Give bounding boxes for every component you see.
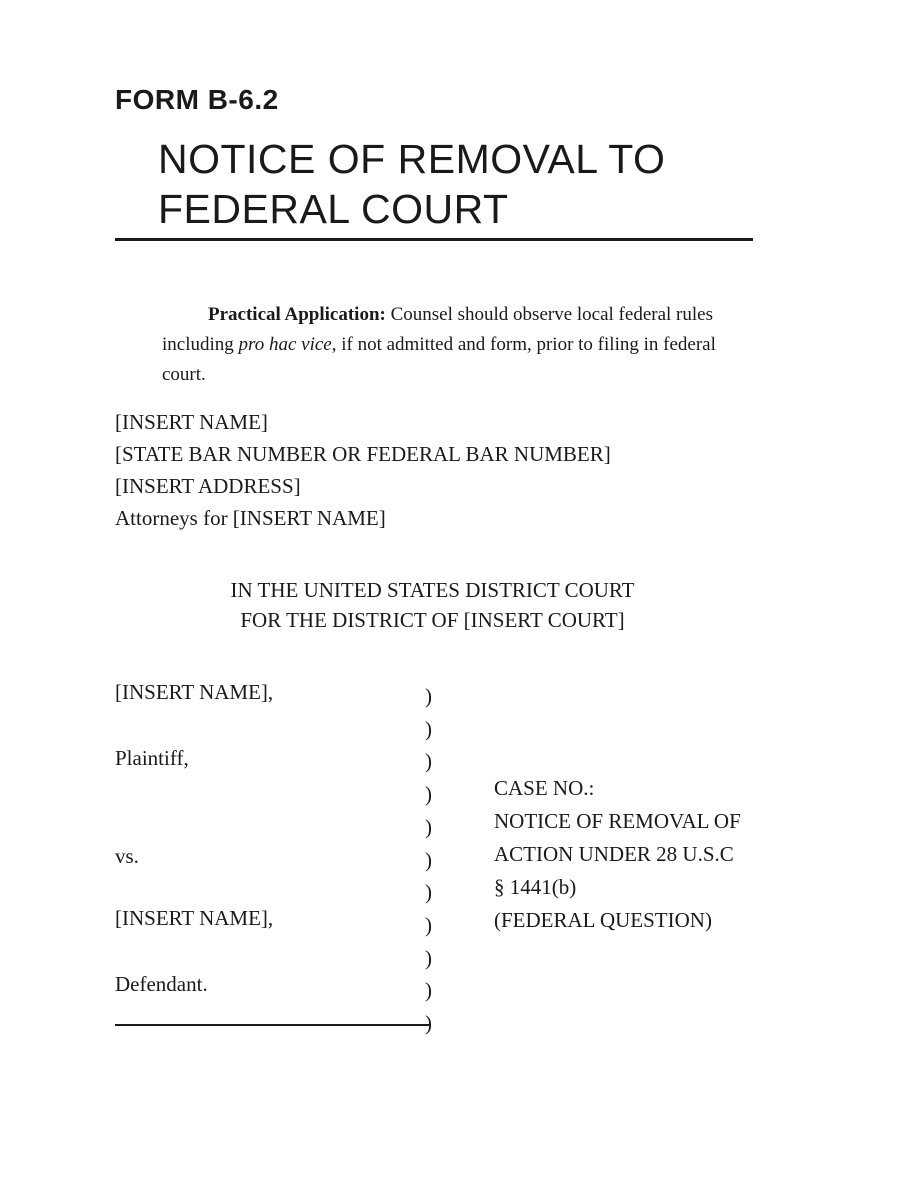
- title-line-2: FEDERAL COURT: [158, 186, 509, 232]
- title-divider: [115, 238, 753, 241]
- caption-paren: ): [425, 945, 432, 970]
- plaintiff-name: [INSERT NAME],: [115, 680, 274, 704]
- caption-paren-column: [425, 680, 432, 1040]
- caption-bottom-rule: [115, 1024, 431, 1026]
- caption-paren: ): [425, 814, 432, 839]
- practical-application-text: Counsel should observe local federal rules including: [162, 304, 713, 355]
- attorney-address: [INSERT ADDRESS]: [115, 474, 301, 498]
- defendant-label: Defendant.: [115, 972, 208, 996]
- caption-paren: ): [425, 880, 432, 905]
- case-number-label: CASE NO.:: [494, 776, 595, 800]
- document-title-line-3: § 1441(b): [494, 875, 577, 899]
- caption-paren: ): [425, 912, 432, 937]
- caption-paren: ): [425, 684, 432, 708]
- document-title-line-2: ACTION UNDER 28 U.S.C: [494, 842, 734, 866]
- caption-paren: ): [425, 716, 432, 741]
- document-title: [158, 134, 665, 234]
- title-line-1: NOTICE OF REMOVAL TO: [158, 136, 666, 182]
- court-line-1: IN THE UNITED STATES DISTRICT COURT: [230, 578, 635, 602]
- practical-application-label: Practical Application:: [208, 304, 386, 325]
- case-info: [494, 772, 741, 937]
- caption-paren: ): [425, 1011, 432, 1036]
- caption-paren: ): [425, 749, 432, 774]
- attorney-name: [INSERT NAME]: [115, 410, 268, 434]
- practical-application-italic: pro hac vice: [238, 334, 332, 355]
- practical-application-note: [162, 300, 722, 390]
- attorney-block: [115, 406, 611, 534]
- caption-paren: ): [425, 978, 432, 1003]
- court-heading: [0, 575, 865, 635]
- caption-paren: ): [425, 782, 432, 807]
- defendant-name: [INSERT NAME],: [115, 906, 274, 930]
- document-title-line-4: (FEDERAL QUESTION): [494, 908, 712, 932]
- form-number: FORM B-6.2: [115, 84, 279, 115]
- caption-paren: ): [425, 847, 432, 872]
- document-title-line-1: NOTICE OF REMOVAL OF: [494, 809, 741, 833]
- attorney-bar-number: [STATE BAR NUMBER OR FEDERAL BAR NUMBER]: [115, 442, 611, 466]
- plaintiff-label: Plaintiff,: [115, 746, 189, 770]
- court-line-2: FOR THE DISTRICT OF [INSERT COURT]: [240, 608, 625, 632]
- practical-application-text-end: , if not admitted and form, prior to filing in federal court.: [162, 334, 716, 385]
- versus-label: vs.: [115, 844, 139, 868]
- attorneys-for: Attorneys for [INSERT NAME]: [115, 506, 386, 530]
